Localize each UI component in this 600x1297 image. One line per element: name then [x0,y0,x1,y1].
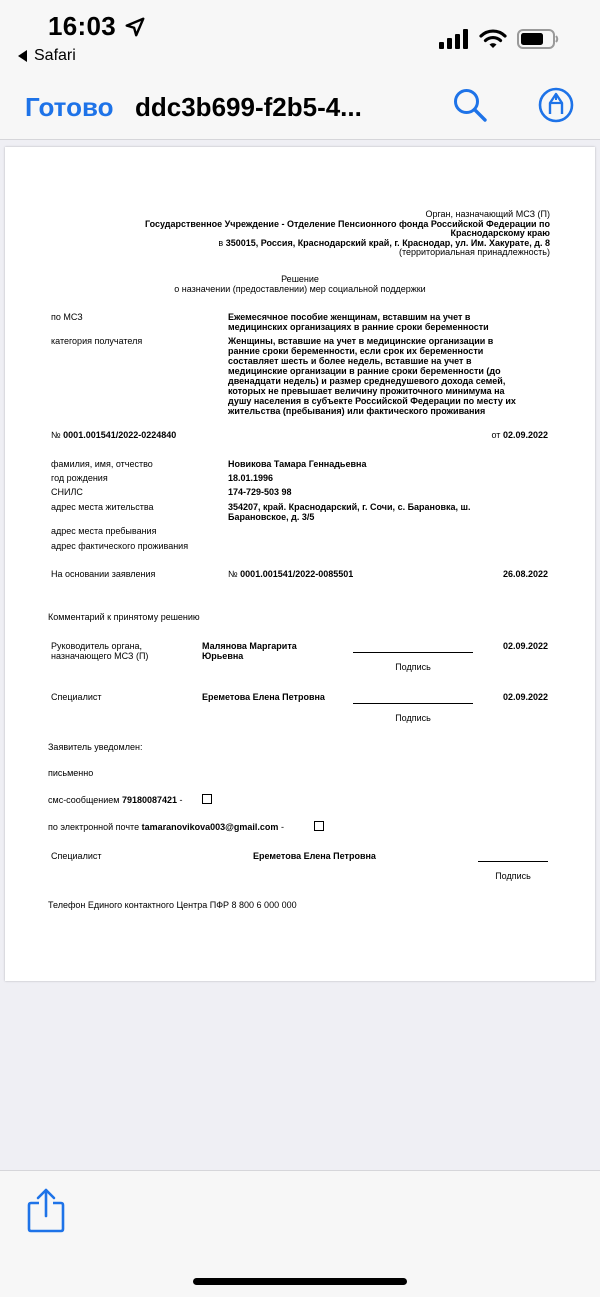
category-line: медицинские организации в ранние сроки беременности (до [228,366,501,376]
document-title: ddc3b699-f2b5-4... [135,92,362,122]
sms-checkbox[interactable] [202,794,212,804]
sms-label: смс-сообщением [48,795,120,805]
status-time: 16:03 [48,11,116,41]
cellular-signal-icon [439,29,469,49]
application-number [228,569,353,579]
org-name-line1: Государственное Учреждение - Отделение Пенсионного фонда Российской Федерации по [144,219,550,229]
head-signature-line [353,652,473,653]
written-label: письменно [48,768,94,778]
fio-value: Новикова Тамара Геннадьевна [228,459,367,469]
category-line: ранние сроки беременности, если срок их беременности [228,346,484,356]
back-to-app-link[interactable] [18,47,76,65]
decision-subtitle: о назначении (предоставлении) мер социальной поддержки [174,284,426,294]
specialist2-name: Ереметова Елена Петровна [253,851,376,861]
fio-label: фамилия, имя, отчество [51,459,153,469]
specialist2-label: Специалист [51,851,102,861]
category-line: двенадцати недель) и размер среднедушевого дохода семей, [228,376,506,386]
head-signature-label: Подпись [395,662,431,672]
head-date: 02.09.2022 [502,641,548,651]
email-dash: - [280,822,284,832]
navigation-bar [0,74,600,140]
category-label: категория получателя [51,336,143,346]
specialist2-signature-label: Подпись [495,871,531,881]
head-name-line2: Юрьевна [202,651,244,661]
msz-line2: медицинских организациях в ранние сроки беременности [228,322,489,332]
head-label-line2: назначающего МСЗ (П) [51,651,149,661]
email-row [48,822,284,832]
notified-label: Заявитель уведомлен: [48,742,143,752]
email-checkbox[interactable] [314,821,324,831]
residence-line1: 354207, край. Краснодарский, г. Сочи, с. Барановка, ш. [228,502,471,512]
back-triangle-icon [18,50,27,62]
residence-label: адрес места жительства [51,502,154,512]
org-address-prefix: в [218,238,224,248]
search-icon[interactable] [452,87,488,123]
snils-label: СНИЛС [51,487,83,497]
specialist-date: 02.09.2022 [502,692,548,702]
category-line: жительства (пребывания) или фактического проживания [228,406,486,416]
decision-date [492,430,549,440]
email-label: по электронной почте [48,822,140,832]
home-indicator [193,1278,407,1285]
msz-label: по МСЗ [51,312,83,322]
application-number-value: 0001.001541/2022-0085501 [240,569,354,579]
category-line: душу населения в субъекте Российской Федерации по месту их [228,396,516,406]
territorial-label: (территориальная принадлежность) [398,247,550,257]
decision-date-value: 02.09.2022 [502,430,548,440]
specialist-name: Ереметова Елена Петровна [202,692,325,702]
head-label-line1: Руководитель органа, [51,641,143,651]
done-button[interactable]: Готово [25,92,114,122]
phone-line: Телефон Единого контактного Центра ПФР 8 800 6 000 000 [48,900,297,910]
residence-line2: Барановское, д. 3/5 [228,512,315,522]
application-date: 26.08.2022 [502,569,548,579]
org-address-text: 350015, Россия, Краснодарский край, г. Краснодар, ул. Им. Хакурате, д. 8 [225,238,550,248]
email-value: tamaranovikova003@gmail.com [141,822,279,832]
specialist-signature-line [353,703,473,704]
status-bar [0,0,600,74]
msz-line1: Ежемесячное пособие женщинам, вставшим на учет в [228,312,471,322]
specialist2-signature-line [478,861,548,862]
document-page [5,147,595,981]
org-name-line2: Краснодарскому краю [450,228,550,238]
location-arrow-icon [124,16,146,38]
stay-address-label: адрес места пребывания [51,526,157,536]
decision-title: Решение [281,274,319,284]
actual-address-label: адрес фактического проживания [51,541,189,551]
specialist-signature-label: Подпись [395,713,431,723]
decision-number-prefix: № [51,430,61,440]
decision-date-prefix: от [491,430,501,440]
basis-label: На основании заявления [51,569,156,579]
decision-number-value: 0001.001541/2022-0224840 [63,430,177,440]
category-line: которых не превышает величину прожиточного минимума на [228,386,505,396]
category-line: составляет шесть и более недель, вставшие на учет в [228,356,472,366]
markup-pen-icon[interactable] [538,87,574,123]
birth-date-value: 18.01.1996 [228,473,274,483]
snils-value: 174-729-503 98 [228,487,292,497]
share-icon[interactable] [26,1188,66,1234]
category-line: Женщины, вставшие на учет в медицинские организации в [228,336,494,346]
wifi-icon [479,28,507,50]
sms-row [48,795,183,805]
decision-number [51,430,176,440]
organ-label: Орган, назначающий МСЗ (П) [425,209,550,219]
comment-label: Комментарий к принятому решению [48,612,200,622]
sms-dash: - [179,795,183,805]
birth-year-label: год рождения [51,473,108,483]
battery-icon [517,28,559,50]
specialist-label: Специалист [51,692,102,702]
bottom-toolbar [0,1170,600,1297]
back-app-label: Safari [34,47,76,64]
sms-number: 79180087421 [121,795,178,805]
head-name-line1: Малянова Маргарита [202,641,297,651]
application-number-prefix: № [228,569,238,579]
